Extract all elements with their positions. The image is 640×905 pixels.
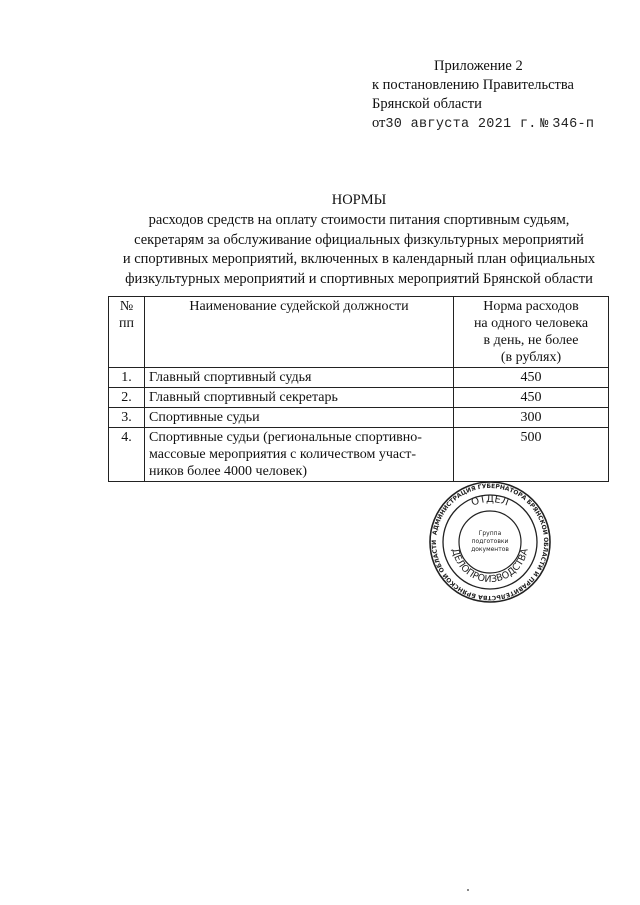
subtitle-line-3: и спортивных мероприятий, включенных в календарный план официальных xyxy=(122,251,596,267)
header-position: Наименование судейской должности xyxy=(145,297,454,368)
subtitle-line-1: расходов средств на оплату стоимости питания спортивным судьям, xyxy=(148,212,570,228)
row-position: Спортивные судьи xyxy=(145,408,454,428)
header-norm: Норма расходов на одного человека в день, не более (в рублях) xyxy=(454,297,609,368)
stamp-center-line-2: подготовки xyxy=(471,538,509,545)
resolution-date: 30 августа 2021 г. xyxy=(385,117,537,132)
document-heading: НОРМЫ xyxy=(331,192,387,208)
appendix-date-number xyxy=(372,114,594,134)
row-number: 2. xyxy=(109,388,145,408)
document-subtitle xyxy=(108,211,610,289)
row-norm: 450 xyxy=(454,368,609,388)
number-sign: № xyxy=(540,117,549,132)
row-number: 1. xyxy=(109,368,145,388)
table-row xyxy=(109,408,609,428)
stamp-center-line-3: документов xyxy=(471,546,509,553)
row-norm: 500 xyxy=(454,428,609,482)
row-number: 3. xyxy=(109,408,145,428)
header-number: № пп xyxy=(109,297,145,368)
resolution-number: 346-п xyxy=(552,117,595,132)
appendix-resolution: к постановлению Правительства xyxy=(372,77,574,93)
official-stamp xyxy=(428,480,552,604)
appendix-region: Брянской области xyxy=(372,96,482,112)
subtitle-line-2: секретарям за обслуживание официальных физкультурных мероприятий xyxy=(134,231,584,248)
stamp-outer-text: АДМИНИСТРАЦИЯ ГУБЕРНАТОРА БРЯНСКОЙ ОБЛАСТИ И ПРАВИТЕЛЬСТВА БРЯНСКОЙ ОБЛАСТИ xyxy=(430,482,550,602)
table-row xyxy=(109,368,609,388)
appendix-block xyxy=(372,57,594,134)
stamp-top-text: ОТДЕЛ xyxy=(469,493,511,509)
row-position: Главный спортивный секретарь xyxy=(145,388,454,408)
row-norm: 450 xyxy=(454,388,609,408)
norms-table xyxy=(108,296,609,482)
row-norm: 300 xyxy=(454,408,609,428)
scan-speck xyxy=(467,889,469,891)
row-position: Спортивные судьи (региональные спортивно- массовые мероприятия с количеством участ- ников более 4000 человек) xyxy=(145,428,454,482)
subtitle-line-4: физкультурных мероприятий и спортивных мероприятий Брянской области xyxy=(125,270,593,287)
table-row xyxy=(109,388,609,408)
date-prefix: от xyxy=(372,115,386,131)
table-header-row xyxy=(109,297,609,368)
stamp-bottom-text: ДЕЛОПРОИЗВОДСТВА xyxy=(449,547,531,586)
row-position: Главный спортивный судья xyxy=(145,368,454,388)
table-row xyxy=(109,428,609,482)
appendix-title: Приложение 2 xyxy=(434,58,523,74)
stamp-center-line-1: Группа xyxy=(478,530,502,537)
row-number: 4. xyxy=(109,428,145,482)
